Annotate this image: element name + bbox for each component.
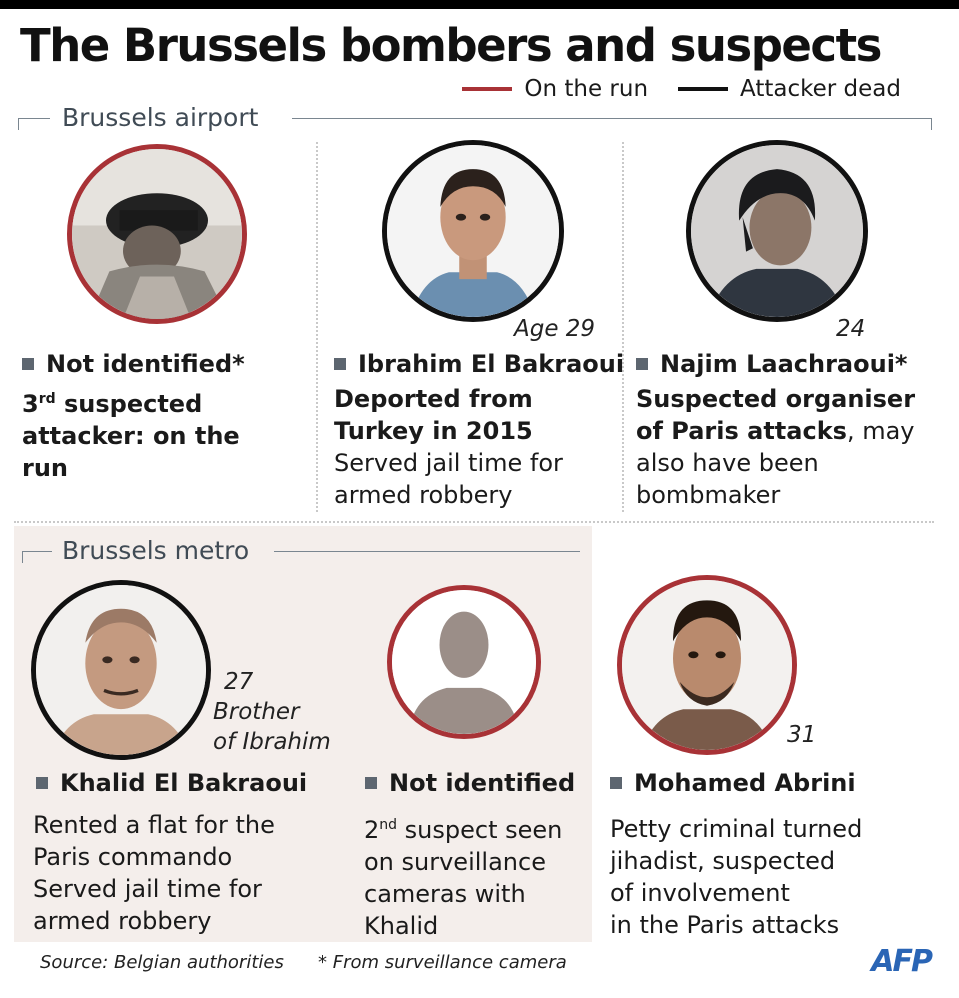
- metro-rule-right: [274, 551, 580, 552]
- divider: [316, 142, 318, 512]
- person-desc-5: 2nd suspect seen on surveillance cameras with Khalid: [364, 816, 563, 940]
- black-line-swatch: [678, 87, 728, 91]
- airport-section-heading: Brussels airport: [62, 103, 259, 132]
- silhouette-icon: [392, 590, 536, 734]
- bullet-square: [36, 777, 48, 789]
- afp-logo: AFP: [871, 944, 931, 979]
- bullet-square: [636, 358, 648, 370]
- airport-rule-left: [18, 118, 50, 119]
- person-desc-3: Suspected organiser of Paris attacks, may also have been bombmaker: [636, 385, 916, 509]
- age-label: Age 29: [514, 316, 596, 342]
- legend-attacker-dead-label: Attacker dead: [740, 76, 901, 102]
- person-desc-4: Rented a flat for the Paris commando Served jail time for armed robbery: [33, 811, 275, 935]
- suspect-silhouette-metro-2: [387, 585, 541, 739]
- legend: [432, 76, 901, 102]
- person-photo-icon: [622, 580, 792, 750]
- metro-rule-left: [22, 551, 52, 552]
- airport-bracket-right: [931, 118, 932, 130]
- person-desc-1: 3rd suspected attacker: on the run: [22, 390, 240, 482]
- age-label: 24: [836, 316, 866, 342]
- metro-bracket-left: [22, 551, 23, 563]
- top-bar: [0, 0, 959, 9]
- person-name-1: Not identified*: [22, 350, 245, 378]
- legend-on-the-run-label: On the run: [524, 76, 649, 102]
- bullet-square: [610, 777, 622, 789]
- airport-bracket-left: [18, 118, 19, 130]
- person-name-4: Khalid El Bakraoui: [36, 769, 307, 797]
- age-note-line-1: Brother: [213, 699, 300, 725]
- suspect-photo-airport-3: [67, 144, 247, 324]
- suspect-photo-abrini: [617, 575, 797, 755]
- person-photo-icon: [36, 585, 206, 755]
- suspect-photo-khalid: [31, 580, 211, 760]
- legend-on-the-run: [462, 76, 648, 102]
- age-label: 31: [787, 722, 817, 748]
- person-name-2: Ibrahim El Bakraoui: [334, 350, 624, 378]
- person-name-3: Najim Laachraoui*: [636, 350, 907, 378]
- page-title: The Brussels bombers and suspects: [20, 19, 881, 72]
- divider: [14, 521, 934, 523]
- person-desc-6: Petty criminal turned jihadist, suspected of involvement in the Paris attacks: [610, 815, 863, 939]
- source-note: Source: Belgian authorities: [40, 952, 284, 973]
- person-name-6: Mohamed Abrini: [610, 769, 856, 797]
- surveillance-footnote: * From surveillance camera: [318, 952, 567, 973]
- red-line-swatch: [462, 87, 512, 91]
- age-label: 27: [224, 669, 254, 695]
- person-photo-icon: [387, 145, 559, 317]
- person-desc-2: Deported from Turkey in 2015 Served jail time for armed robbery: [334, 385, 563, 509]
- suspect-photo-najim: [686, 140, 868, 322]
- person-photo-icon: [691, 145, 863, 317]
- person-photo-icon: [72, 149, 242, 319]
- age-note-line-2: of Ibrahim: [213, 729, 331, 755]
- airport-rule-right: [292, 118, 932, 119]
- person-name-5: Not identified: [365, 769, 575, 797]
- bullet-square: [22, 358, 34, 370]
- metro-section-heading: Brussels metro: [62, 536, 250, 565]
- bullet-square: [334, 358, 346, 370]
- legend-attacker-dead: [678, 76, 901, 102]
- bullet-square: [365, 777, 377, 789]
- suspect-photo-ibrahim: [382, 140, 564, 322]
